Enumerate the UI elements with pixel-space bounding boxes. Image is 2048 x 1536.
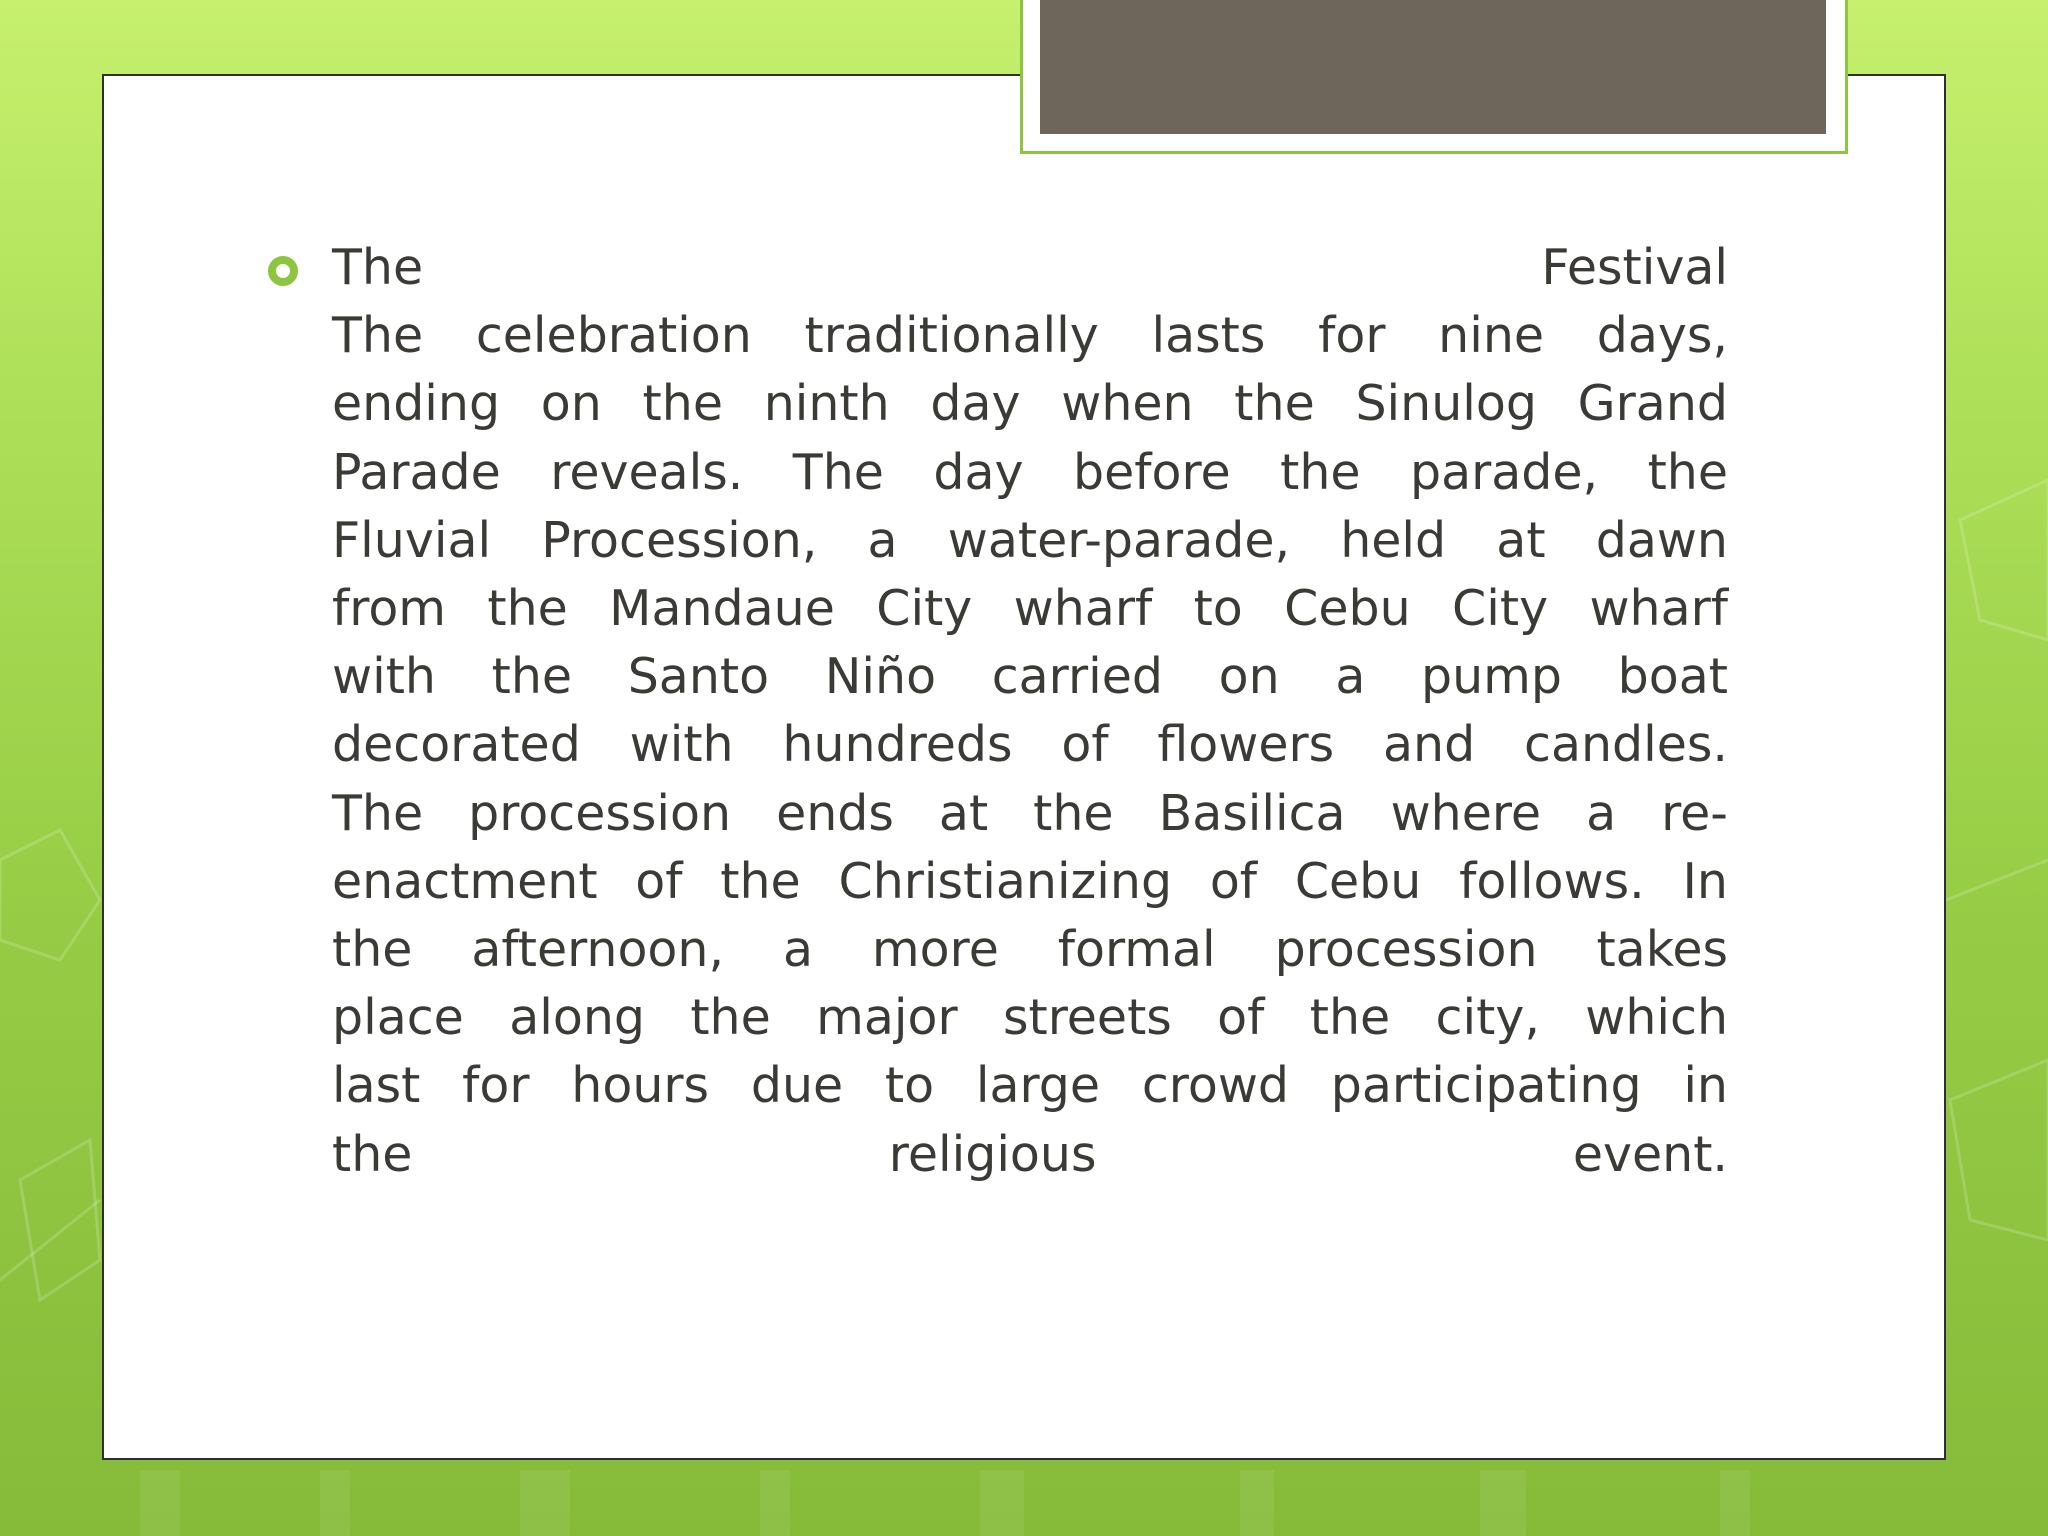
text-line: enactment of the Christianizing of Cebu follows. In bbox=[332, 852, 1728, 910]
bullet-circle-icon bbox=[268, 256, 298, 286]
text-line: the religious event. bbox=[332, 1125, 1728, 1183]
bullet-paragraph bbox=[332, 234, 1728, 1189]
text-line: with the Santo Niño carried on a pump boat bbox=[332, 648, 1728, 706]
text-line: the afternoon, a more formal procession takes bbox=[332, 921, 1728, 979]
text-line: The procession ends at the Basilica where a re- bbox=[332, 784, 1728, 842]
text-line: The Festival bbox=[332, 239, 1728, 296]
text-line: Fluvial Procession, a water-parade, held at dawn bbox=[332, 511, 1728, 569]
text-line: place along the major streets of the city, which bbox=[332, 989, 1728, 1047]
text-line: decorated with hundreds of flowers and candles. bbox=[332, 716, 1728, 774]
text-line: The celebration traditionally lasts for nine days, bbox=[332, 307, 1728, 365]
title-placeholder bbox=[1040, 0, 1826, 134]
text-line: from the Mandaue City wharf to Cebu City wharf bbox=[332, 580, 1728, 638]
text-line: Parade reveals. The day before the parade, the bbox=[332, 443, 1728, 501]
text-line: ending on the ninth day when the Sinulog Grand bbox=[332, 375, 1728, 433]
text-line: last for hours due to large crowd participating in bbox=[332, 1057, 1728, 1115]
